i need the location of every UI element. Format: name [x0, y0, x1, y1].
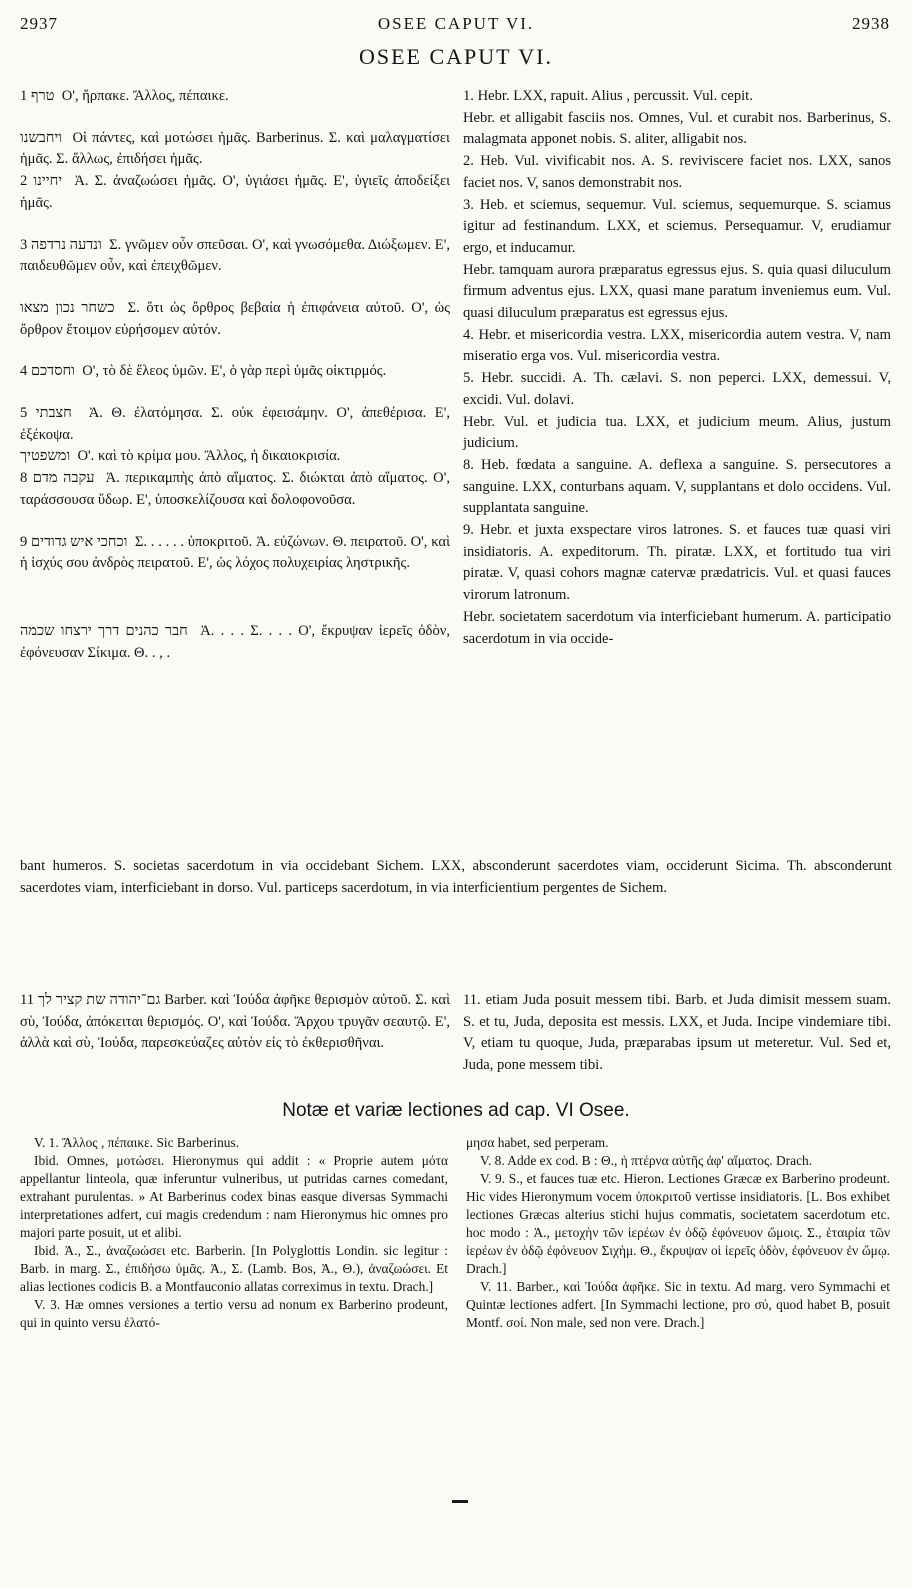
- full-width-continuation: bant humeros. S. societas sacerdotum in via occidebant Sichem. LXX, absconderunt sacerdotes viam, occiderunt Sicima. Th. absconderunt sacerdotes viam, interficiebant in dorso. Vul. particeps sacerdotum, in via interficientium pergentes de Sichem.: [20, 858, 892, 896]
- note-paragraph: V. 9. S., et fauces tuæ etc. Hieron. Lectiones Græcæ ex Barberino prodeunt. Hic vides Hieronymum vocem ὑποκριτοῦ vertisse insidiatoris. [L. Bos exhibet lectiones Græcas alterius stichi hujus commatis, societatem sacerdotum etc. hoc modo : Ἀ., μετοχὴν τῶν ἱερέων ἐν ὁδῷ ἐφόνευον ὤμοις. Σ., ἑταιρία τῶν ἱερέων ἐν ὁδῷ ἐφόνευον Σιχὴμ. Θ., ἔκρυψαν οἱ ἱερεῖς ὁδὸν, ἐφόνευον ἐν ὤμῳ. Drach.]: [466, 1171, 891, 1276]
- page-end-dash: [452, 1500, 468, 1503]
- notes-heading: Notæ et variæ lectiones ad cap. VI Osee.: [282, 1100, 630, 1121]
- latin-para: 5. Hebr. succidi. A. Th. cælavi. S. non peperci. LXX, demessui. V, excidi. Vul. dolavi.: [463, 370, 895, 408]
- latin-para: Hebr. et alligabit fasciis nos. Omnes, Vul. et curabit nos. Barberinus, S. malagmata apponet nobis. S. aliter, alligabit nos.: [463, 109, 895, 148]
- greek-para: ומשפטיך Ο'. καὶ τὸ κρίμα μου. Ἄλλος, ἡ δικαιοκρισία.: [20, 448, 341, 465]
- latin-para: 2. Heb. Vul. vivificabit nos. A. S. reviviscere faciet nos. LXX, sanos faciet nos. V, sanos demonstrabit nos.: [463, 153, 895, 191]
- greek-para: טרף 1 Ο', ἥρπακε. Ἄλλος, πέπαικε.: [20, 88, 229, 104]
- latin-para: 9. Hebr. et juxta exspectare viros latrones. S. et fauces tuæ quasi viri insidiatoris. A. expeditorum. Th. piratæ. LXX, et fortitudo tua viri piratæ. V, quasi cohors magnæ catervæ prædatricis. Vul. et quasi fauces virorum latronum.: [463, 522, 895, 604]
- latin-para: 8. Heb. fœdata a sanguine. A. deflexa a sanguine. S. persecutores a sanguine. LXX, conturbans aquam. V, supplantans et dolo occidens. Vul. supplantata sanguine.: [463, 456, 895, 517]
- greek-para: וחסדכם 4 Ο', τὸ δὲ ἔλεος ὑμῶν. Ε', ὁ γὰρ περὶ ὑμᾶς οἰκτιρμός.: [20, 363, 387, 380]
- latin-para: 4. Hebr. et misericordia vestra. LXX, misericordia autem vestra. V, nam miseratio erga vos. Vul. misericordia vestra.: [463, 326, 895, 365]
- note-paragraph: V. 11. Barber., καὶ Ἰούδα ἀφῆκε. Sic in textu. Ad marg. vero Symmachi et Quintæ lectiones adfert. [In Symmachi lectione, pro σύ, quod habet B, posuit Montf. σοί. Non male, sed non vere. Drach.]: [466, 1279, 890, 1330]
- greek-verse-11: גם־יהודה שת קציר לך 11 Barber. καὶ Ἰούδα ἀφῆκε θερισμὸν αὐτοῦ. Σ. καὶ σὺ, Ἰούδα, ἀπόκειται θερισμός. Ο', καὶ Ἰούδα. Ἄρχου τρυγᾶν σεαυτῷ. Ε', ἀλλὰ καὶ σὺ, Ἰούδα, παρεσκεύαζες αὐτὸν εἰς τὸ ἐκθερισθῆναι.: [20, 992, 451, 1052]
- note-paragraph: Ibid. Omnes, μοτώσει. Hieronymus qui addit : « Proprie autem μότα appellantur linteola, quæ inferuntur vulneribus, ut putridas carnes comedant, extrahant purulentas. » At Barberinus codex binas easque diversas Symmachi interpretationes adfert, cui magis credendum : nam Hieronymus hic omnes pro majori parte posuit, ut et alibi.: [20, 1153, 448, 1240]
- greek-para: ויחבשנו Οἱ πάντες, καὶ μοτώσει ἡμᾶς. Barberinus. Σ. καὶ μαλαγματίσει ἡμᾶς. Σ. ἄλλως, ἐπιδήσει ἡμᾶς.: [20, 129, 454, 168]
- notes-right-column: [466, 1134, 890, 1332]
- latin-para: 3. Heb. et sciemus, sequemur. Vul. sciemus, sequemurque. S. sciamus igitur ad festinandum. LXX, et sciemus. Persequamur. V, erudiamur ergo, et inducamur.: [463, 196, 895, 256]
- page-number-right: 2938: [852, 14, 890, 33]
- latin-column: [463, 86, 895, 650]
- latin-para: Hebr. societatem sacerdotum via interficiebant humerum. A. participatio sacerdotum in via occide-: [463, 608, 895, 647]
- note-paragraph: μησα habet, sed perperam.: [466, 1135, 609, 1150]
- note-paragraph: V. 8. Adde ex cod. B : Θ., ἡ πτέρνα αὐτῆς ἀφ' αἵματος. Drach.: [480, 1153, 813, 1168]
- greek-para: חצבתי 5 Ἀ. Θ. ἐλατόμησα. Σ. οὐκ ἐφεισάμην. Ο', ἀπεθέρισα. Ε', ἐξέκοψα.: [20, 405, 454, 443]
- chapter-title: OSEE CAPUT VI.: [358, 44, 554, 69]
- greek-para: ונדעה נרדפה 3 Σ. γνῶμεν οὖν σπεῦσαι. Ο', καὶ γνωσόμεθα. Διώξωμεν. Ε', παιδευθῶμεν οὖν, καὶ ἐπειχθῶμεν.: [20, 236, 454, 275]
- latin-verse-11: 11. etiam Juda posuit messem tibi. Barb. et Juda dimisit messem suam. S. et tu, Juda, deposita est messis. LXX, et Juda. Incipe vindemiare tibi. V, etiam tu quoque, Juda, præparabas ipsum ut meteretur. Vul. Sed et, Juda, pone messem tibi.: [463, 992, 891, 1074]
- greek-para: עקבה מדם 8 Ἀ. περικαμπὴς ἀπὸ αἵματος. Σ. διώκται ἀπὸ αἵματος. Ο', ταράσσουσα ὕδωρ. Ε', ὑποσκελίζουσα καὶ δολοφονοῦσα.: [20, 470, 454, 508]
- greek-para: כשחר נכון מצאו Σ. ὅτι ὡς ὄρθρος βεβαία ἡ ἐπιφάνεια αὐτοῦ. Ο', ὡς ὄρθρον ἕτοιμον εὑρήσομεν αὐτόν.: [20, 299, 454, 338]
- note-paragraph: V. 1. Ἄλλος , πέπαικε. Sic Barberinus.: [34, 1135, 240, 1150]
- latin-para: Hebr. Vul. et judicia tua. LXX, et judicium meum. Alius, justum judicium.: [463, 413, 895, 452]
- running-title: OSEE CAPUT VI.: [377, 14, 535, 33]
- notes-left-column: [20, 1134, 448, 1332]
- note-paragraph: Ibid. Ἀ., Σ., ἀναζωώσει etc. Barberin. [In Polyglottis Londin. sic legitur : Barb. in marg. Σ., ἐπιδήσω ὑμᾶς. Ἀ., Σ. (Lamb. Bos, Ἀ., Θ.), ἀναζωώσει. Et alias lectiones codicis B. a Montfauconio allatas correximus in textu. Drach.]: [20, 1243, 448, 1294]
- latin-para: 1. Hebr. LXX, rapuit. Alius , percussit. Vul. cepit.: [463, 88, 753, 104]
- greek-column: [20, 86, 454, 664]
- page-number-left: 2937: [20, 14, 58, 33]
- note-paragraph: V. 3. Hæ omnes versiones a tertio versu ad nonum ex Barberino prodeunt, qui in quinto versu ἐλατό-: [20, 1297, 448, 1330]
- greek-para: יחיינו 2 Ἀ. Σ. ἀναζωώσει ἡμᾶς. Ο', ὑγιάσει ἡμᾶς. Ε', ὑγιεῖς ἀποδείξει ἡμᾶς.: [20, 173, 454, 211]
- latin-para: Hebr. tamquam aurora præparatus egressus ejus. S. quia quasi diluculum firmum adventus ejus. LXX, quasi mane paratum inveniemus eum. Vul. quasi diluculum præparatus est egressus ejus.: [463, 261, 895, 322]
- greek-para: וכחכי איש גדודים 9 Σ. . . . . . ὑποκριτοῦ. Ἀ. εὐζώνων. Θ. πειρατοῦ. Ο', καὶ ἡ ἰσχύς σου ἀνδρὸς πειρατοῦ. Ε', ὡς λόχος πολυχειρίας ληστρικῆς.: [20, 533, 454, 572]
- greek-para: חבר כהנים דרך ירצחו שכמה Ἀ. . . . Σ. . . . Ο', ἔκρυψαν ἱερεῖς ὁδὸν, ἐφόνευσαν Σίκιμα. Θ. . , .: [20, 622, 454, 661]
